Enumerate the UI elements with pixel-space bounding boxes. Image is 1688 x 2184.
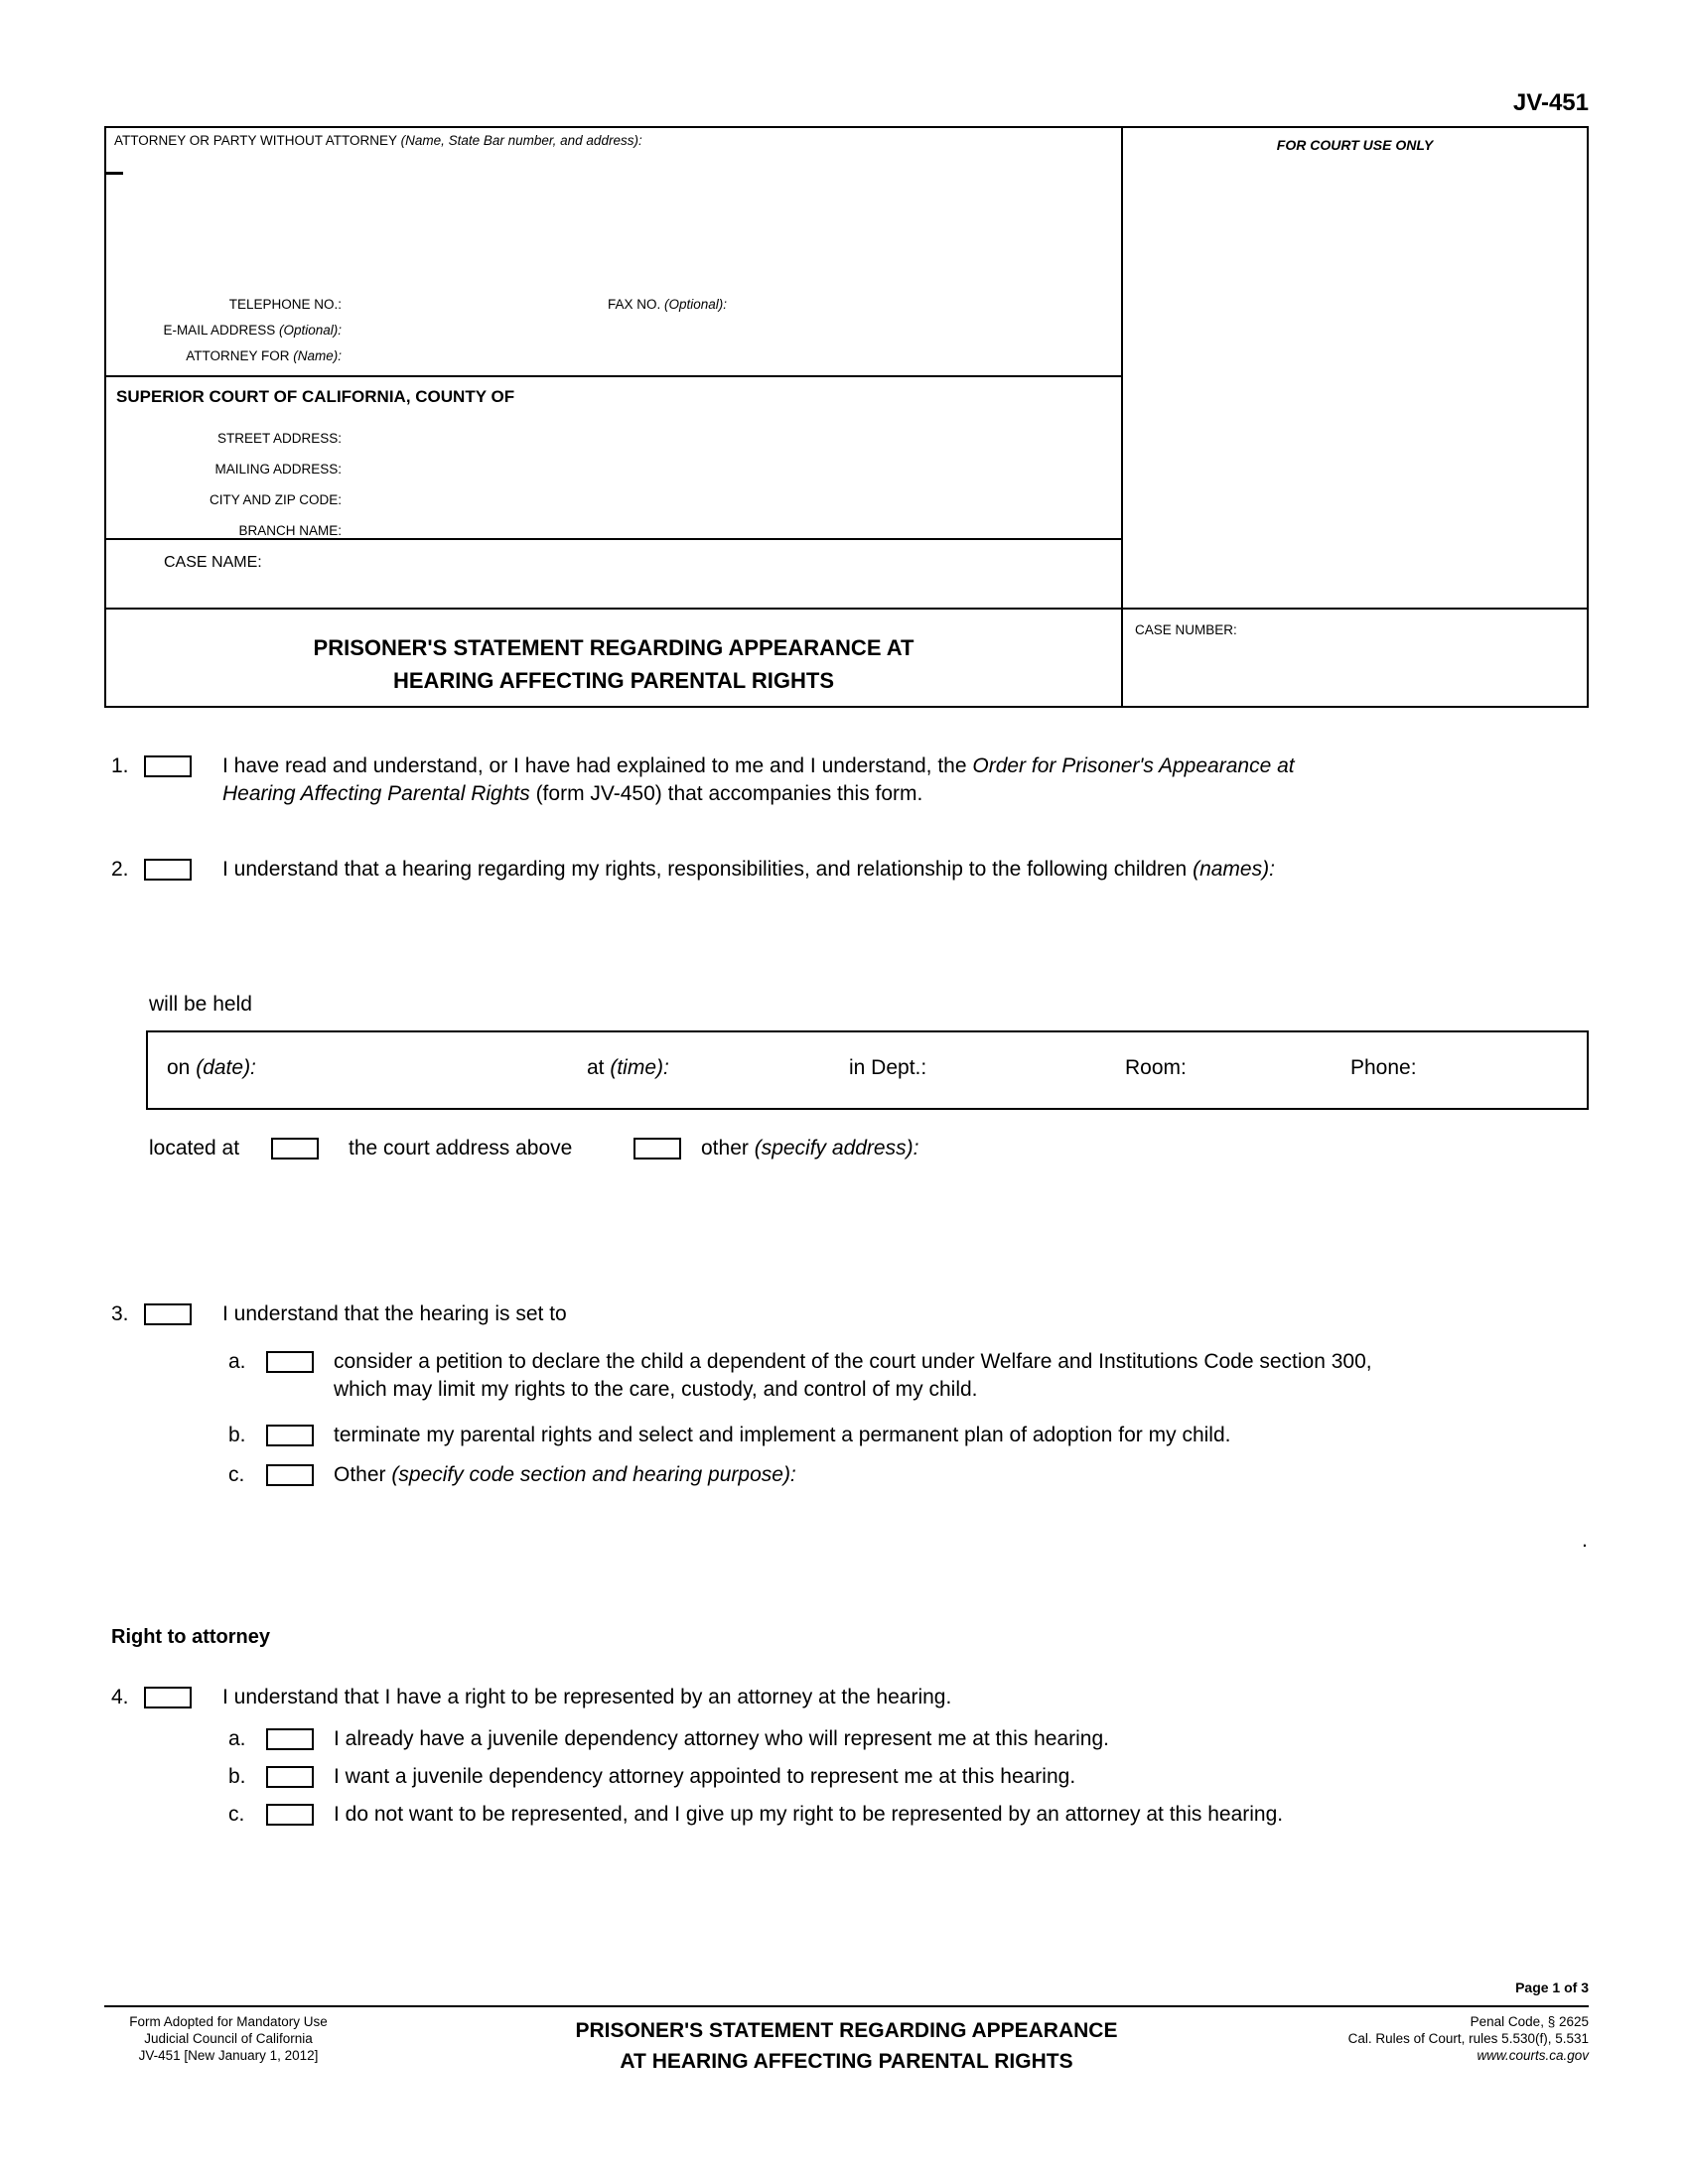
item-4-text: I understand that I have a right to be represented by an attorney at the hearing. [222,1686,952,1708]
caption-box [104,126,1589,708]
hearing-phone-label: Phone: [1350,1056,1417,1079]
superior-court-label: SUPERIOR COURT OF CALIFORNIA, COUNTY OF [116,387,515,406]
item-4-number: 4. [111,1686,129,1708]
mailing-address-label: MAILING ADDRESS: [214,462,342,477]
footer-court-rules: Cal. Rules of Court, rules 5.530(f), 5.531 [1347,2031,1589,2046]
case-number-label: CASE NUMBER: [1135,622,1237,637]
item-3c-checkbox[interactable] [266,1464,314,1486]
item-3b-text: terminate my parental rights and select and implement a permanent plan of adoption for my child. [334,1424,1231,1446]
caption-right-column [1123,128,1587,706]
item-4c [228,1801,1283,1829]
item-1 [104,752,1295,808]
item-4 [104,1684,951,1711]
email-label: E-MAIL ADDRESS (Optional): [163,323,342,338]
item-3a-letter: a. [228,1350,246,1373]
case-name-section [106,538,1121,608]
case-number-field[interactable] [1135,637,1587,687]
item-2-checkbox[interactable] [144,859,192,881]
item-3-number: 3. [111,1302,129,1325]
attorney-for-field[interactable] [342,343,1121,369]
telephone-label: TELEPHONE NO.: [228,297,342,312]
mailing-address-field[interactable] [342,454,1121,484]
item-3b-checkbox[interactable] [266,1425,314,1446]
item-4c-text: I do not want to be represented, and I give up my right to be represented by an attorney at this hearing. [334,1803,1284,1826]
item-2-number: 2. [111,858,129,881]
court-section [106,375,1121,538]
hearing-info-table [146,1030,1589,1110]
hearing-dept-field[interactable] [942,1056,1101,1086]
form-number: JV-451 [1512,89,1589,116]
court-address-checkbox[interactable] [271,1138,319,1160]
street-address-field[interactable] [342,423,1121,454]
attorney-contact-rows [106,292,1121,369]
other-address-option-label: other (specify address): [701,1137,919,1160]
hearing-location-row [104,1135,1589,1164]
county-field[interactable] [514,387,1121,407]
item-2-text: I understand that a hearing regarding my rights, responsibilities, and relationship to the following children (names): [222,858,1275,881]
attorney-for-label: ATTORNEY FOR (Name): [186,348,342,363]
form-body [104,0,1589,2184]
item-3b [228,1422,1230,1449]
item-4a [228,1725,1109,1753]
telephone-field[interactable] [342,292,608,318]
item-3c [228,1461,796,1489]
case-name-label: CASE NAME: [164,554,262,571]
court-address-option-label: the court address above [349,1137,573,1160]
attorney-section [106,128,1121,375]
footer-references [1348,2013,1589,2064]
item-3c-text: Other (specify code section and hearing purpose): [334,1463,796,1486]
other-address-field[interactable] [701,1171,1575,1241]
item-4a-letter: a. [228,1727,246,1750]
fax-label: FAX NO. (Optional): [608,297,728,312]
item-1-number: 1. [111,754,129,777]
hearing-time-label: at (time): [587,1056,669,1079]
street-address-label: STREET ADDRESS: [216,431,342,446]
item-3a [228,1348,1372,1404]
item-4b-checkbox[interactable] [266,1766,314,1788]
telephone-fax-row [106,292,1121,318]
item-3 [104,1300,567,1328]
attorney-caption-label: ATTORNEY OR PARTY WITHOUT ATTORNEY (Name, State Bar number, and address): [114,133,642,148]
form-title-line1: PRISONER'S STATEMENT REGARDING APPEARANCE AT [313,635,914,660]
city-zip-field[interactable] [342,484,1121,515]
footer-website-link[interactable]: www.courts.ca.gov [1477,2048,1589,2063]
item-4a-text: I already have a juvenile dependency attorney who will represent me at this hearing. [334,1727,1109,1750]
item-3c-letter: c. [228,1463,245,1486]
hearing-purpose-field[interactable] [339,1499,1570,1588]
stray-period: . [1582,1529,1588,1552]
attorney-for-row [106,343,1121,369]
will-be-held-label: will be held [149,993,252,1016]
item-4b-letter: b. [228,1765,246,1788]
item-4a-checkbox[interactable] [266,1728,314,1750]
item-4c-checkbox[interactable] [266,1804,314,1826]
attorney-info-field[interactable] [114,183,1107,282]
footer-penal-code: Penal Code, § 2625 [1470,2014,1589,2029]
hearing-room-label: Room: [1125,1056,1187,1079]
case-number-section [1123,608,1587,706]
email-row [106,318,1121,343]
item-2 [104,856,1275,884]
case-name-field[interactable] [262,554,1121,608]
other-address-checkbox[interactable] [633,1138,681,1160]
city-zip-label: CITY AND ZIP CODE: [209,492,342,507]
branch-name-field[interactable] [342,515,1121,546]
form-title-section [106,608,1121,706]
hearing-room-field[interactable] [1196,1056,1325,1086]
item-1-checkbox[interactable] [144,755,192,777]
email-field[interactable] [342,318,1121,343]
blank-line-dash [106,172,123,175]
footer-form-title: PRISONER'S STATEMENT REGARDING APPEARANCE AT HEARING AFFECTING PARENTAL RIGHTS [575,2019,1118,2073]
hearing-phone-field[interactable] [1429,1056,1578,1086]
item-1-text: I have read and understand, or I have had explained to me and I understand, the Order for Prisoner's Appearance at Hearing Affecting Parental Rights (form JV-450) that accompanies this form. [222,754,1295,805]
located-at-label: located at [149,1137,240,1160]
item-3b-letter: b. [228,1424,246,1446]
caption-left-column [106,128,1123,706]
item-4b-text: I want a juvenile dependency attorney appointed to represent me at this hearing. [334,1765,1076,1788]
hearing-date-label: on (date): [167,1056,256,1079]
court-address-rows [106,423,1121,546]
page-indicator: Page 1 of 3 [1515,1979,1589,1995]
hearing-dept-label: in Dept.: [849,1056,927,1079]
right-to-attorney-heading: Right to attorney [111,1626,270,1648]
item-4b [228,1763,1075,1791]
court-use-only-label: FOR COURT USE ONLY [1276,137,1434,153]
item-3-checkbox[interactable] [144,1303,192,1325]
item-3a-text: consider a petition to declare the child a dependent of the court under Welfare and Institutions Code section 300, which may limit my rights to the care, custody, and control of my child. [334,1350,1372,1401]
item-3a-checkbox[interactable] [266,1351,314,1373]
form-title-line2: HEARING AFFECTING PARENTAL RIGHTS [392,668,835,693]
item-4-checkbox[interactable] [144,1687,192,1708]
hearing-date-field[interactable] [272,1056,560,1086]
branch-name-label: BRANCH NAME: [238,523,342,538]
fax-field[interactable] [727,292,1121,318]
hearing-time-field[interactable] [684,1056,833,1086]
footer-divider [104,2005,1589,2007]
item-3-text: I understand that the hearing is set to [222,1302,567,1325]
court-use-only-section [1123,128,1587,608]
children-names-field[interactable] [222,893,1513,983]
footer-adoption-note: Form Adopted for Mandatory Use Judicial Council of California JV-451 [New January 1, 2012] [129,2014,328,2063]
item-4c-letter: c. [228,1803,245,1826]
